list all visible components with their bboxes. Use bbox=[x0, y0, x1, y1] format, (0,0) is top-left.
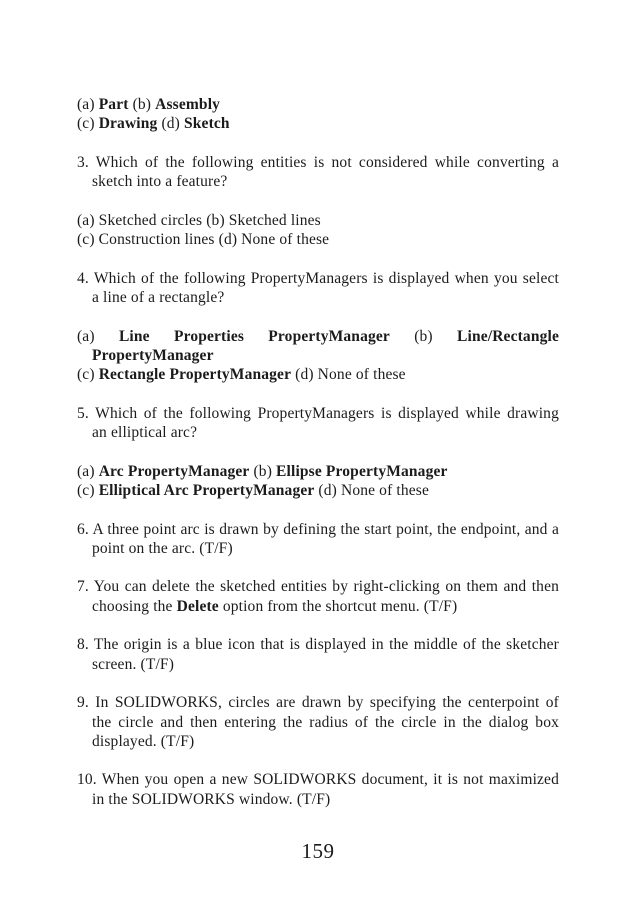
question-8 bbox=[77, 635, 559, 674]
text-line bbox=[77, 153, 559, 172]
page-number: 159 bbox=[301, 838, 335, 863]
text-line bbox=[92, 790, 559, 809]
text-segment: displayed. (T/F) bbox=[92, 732, 195, 750]
bold-text-segment: Assembly bbox=[155, 96, 221, 113]
answer-options-q3 bbox=[77, 211, 559, 250]
text-segment: a line of a rectangle? bbox=[92, 288, 225, 306]
text-line bbox=[92, 732, 559, 751]
bold-text-segment: Elliptical Arc PropertyManager bbox=[98, 481, 315, 499]
text-segment: an elliptical arc? bbox=[92, 424, 198, 442]
text-segment: sketch into a feature? bbox=[92, 173, 228, 191]
text-segment: 4. Which of the following PropertyManagers is displayed when you select bbox=[77, 269, 559, 287]
question-6 bbox=[77, 520, 559, 559]
text-segment: in the SOLIDWORKS window. (T/F) bbox=[92, 790, 331, 808]
text-line bbox=[77, 211, 559, 230]
text-segment: (a) bbox=[77, 327, 119, 345]
bold-text-segment: Line/Rectangle bbox=[457, 327, 559, 345]
text-line bbox=[92, 346, 559, 365]
text-segment: 5. Which of the following PropertyManagers is displayed while drawing bbox=[77, 404, 559, 422]
text-segment: (b) bbox=[249, 462, 277, 480]
text-line bbox=[77, 635, 559, 654]
text-segment: 7. You can delete the sketched entities by right-clicking on them and then bbox=[77, 578, 559, 596]
text-segment: screen. (T/F) bbox=[92, 655, 175, 673]
question-9 bbox=[77, 693, 559, 751]
text-segment: (b) bbox=[389, 327, 458, 345]
text-segment: 6. A three point arc is drawn by defining the start point, the endpoint, and a bbox=[77, 520, 559, 538]
text-line bbox=[77, 230, 559, 249]
question-5 bbox=[77, 404, 559, 443]
text-line bbox=[92, 423, 559, 442]
text-line bbox=[92, 713, 559, 732]
bold-text-segment: Drawing bbox=[98, 115, 158, 133]
text-segment: (b) bbox=[128, 96, 156, 113]
text-line bbox=[92, 172, 559, 191]
text-segment: (c) bbox=[77, 366, 99, 384]
text-line bbox=[77, 95, 559, 114]
text-line bbox=[92, 597, 559, 616]
answer-options-q4 bbox=[77, 327, 559, 385]
text-segment: (a) bbox=[77, 462, 99, 480]
bold-text-segment: Delete bbox=[176, 597, 219, 615]
text-line bbox=[77, 462, 559, 481]
text-segment: 8. The origin is a blue icon that is displayed in the middle of the sketcher bbox=[77, 636, 559, 654]
text-line bbox=[77, 365, 559, 384]
text-line bbox=[77, 404, 559, 423]
text-line bbox=[77, 520, 559, 539]
bold-text-segment: Part bbox=[98, 96, 129, 113]
text-segment: (d) None of these bbox=[314, 481, 430, 499]
text-segment: 3. Which of the following entities is not considered while converting a bbox=[77, 153, 559, 171]
bold-text-segment: PropertyManager bbox=[92, 346, 214, 364]
bold-text-segment: Rectangle PropertyManager bbox=[98, 366, 292, 384]
text-segment: the circle and then entering the radius of the circle in the dialog box bbox=[92, 713, 559, 731]
questions-area bbox=[77, 95, 559, 809]
text-segment: option from the shortcut menu. (T/F) bbox=[218, 597, 458, 615]
text-segment: choosing the bbox=[92, 597, 177, 615]
text-line bbox=[77, 114, 559, 133]
bold-text-segment: Ellipse PropertyManager bbox=[276, 462, 448, 480]
text-line bbox=[92, 655, 559, 674]
text-line bbox=[92, 539, 559, 558]
text-segment: (a) bbox=[77, 96, 99, 113]
bold-text-segment: Arc PropertyManager bbox=[98, 462, 250, 480]
text-line bbox=[77, 693, 559, 712]
text-line bbox=[77, 481, 559, 500]
text-segment: 9. In SOLIDWORKS, circles are drawn by specifying the centerpoint of bbox=[77, 694, 559, 712]
question-4 bbox=[77, 269, 559, 308]
bold-text-segment: Line Properties PropertyManager bbox=[118, 327, 390, 345]
text-line bbox=[92, 288, 559, 307]
text-line bbox=[77, 770, 559, 789]
text-segment: (d) None of these bbox=[291, 366, 406, 384]
text-line bbox=[77, 577, 559, 596]
text-segment: 10. When you open a new SOLIDWORKS document, it is not maximized bbox=[77, 771, 559, 789]
answer-options-q5 bbox=[77, 462, 559, 501]
text-segment: (d) bbox=[157, 115, 185, 133]
question-3 bbox=[77, 153, 559, 192]
answer-options-q2 bbox=[77, 95, 559, 134]
question-7 bbox=[77, 577, 559, 616]
text-segment: point on the arc. (T/F) bbox=[92, 539, 233, 557]
text-segment: (c) bbox=[77, 481, 99, 499]
question-10 bbox=[77, 770, 559, 809]
text-line bbox=[77, 327, 559, 346]
bold-text-segment: Sketch bbox=[184, 115, 230, 133]
text-segment: (c) Construction lines (d) None of these bbox=[77, 231, 330, 249]
text-segment: (a) Sketched circles (b) Sketched lines bbox=[77, 211, 321, 229]
text-segment: (c) bbox=[77, 115, 99, 133]
text-line bbox=[77, 269, 559, 288]
